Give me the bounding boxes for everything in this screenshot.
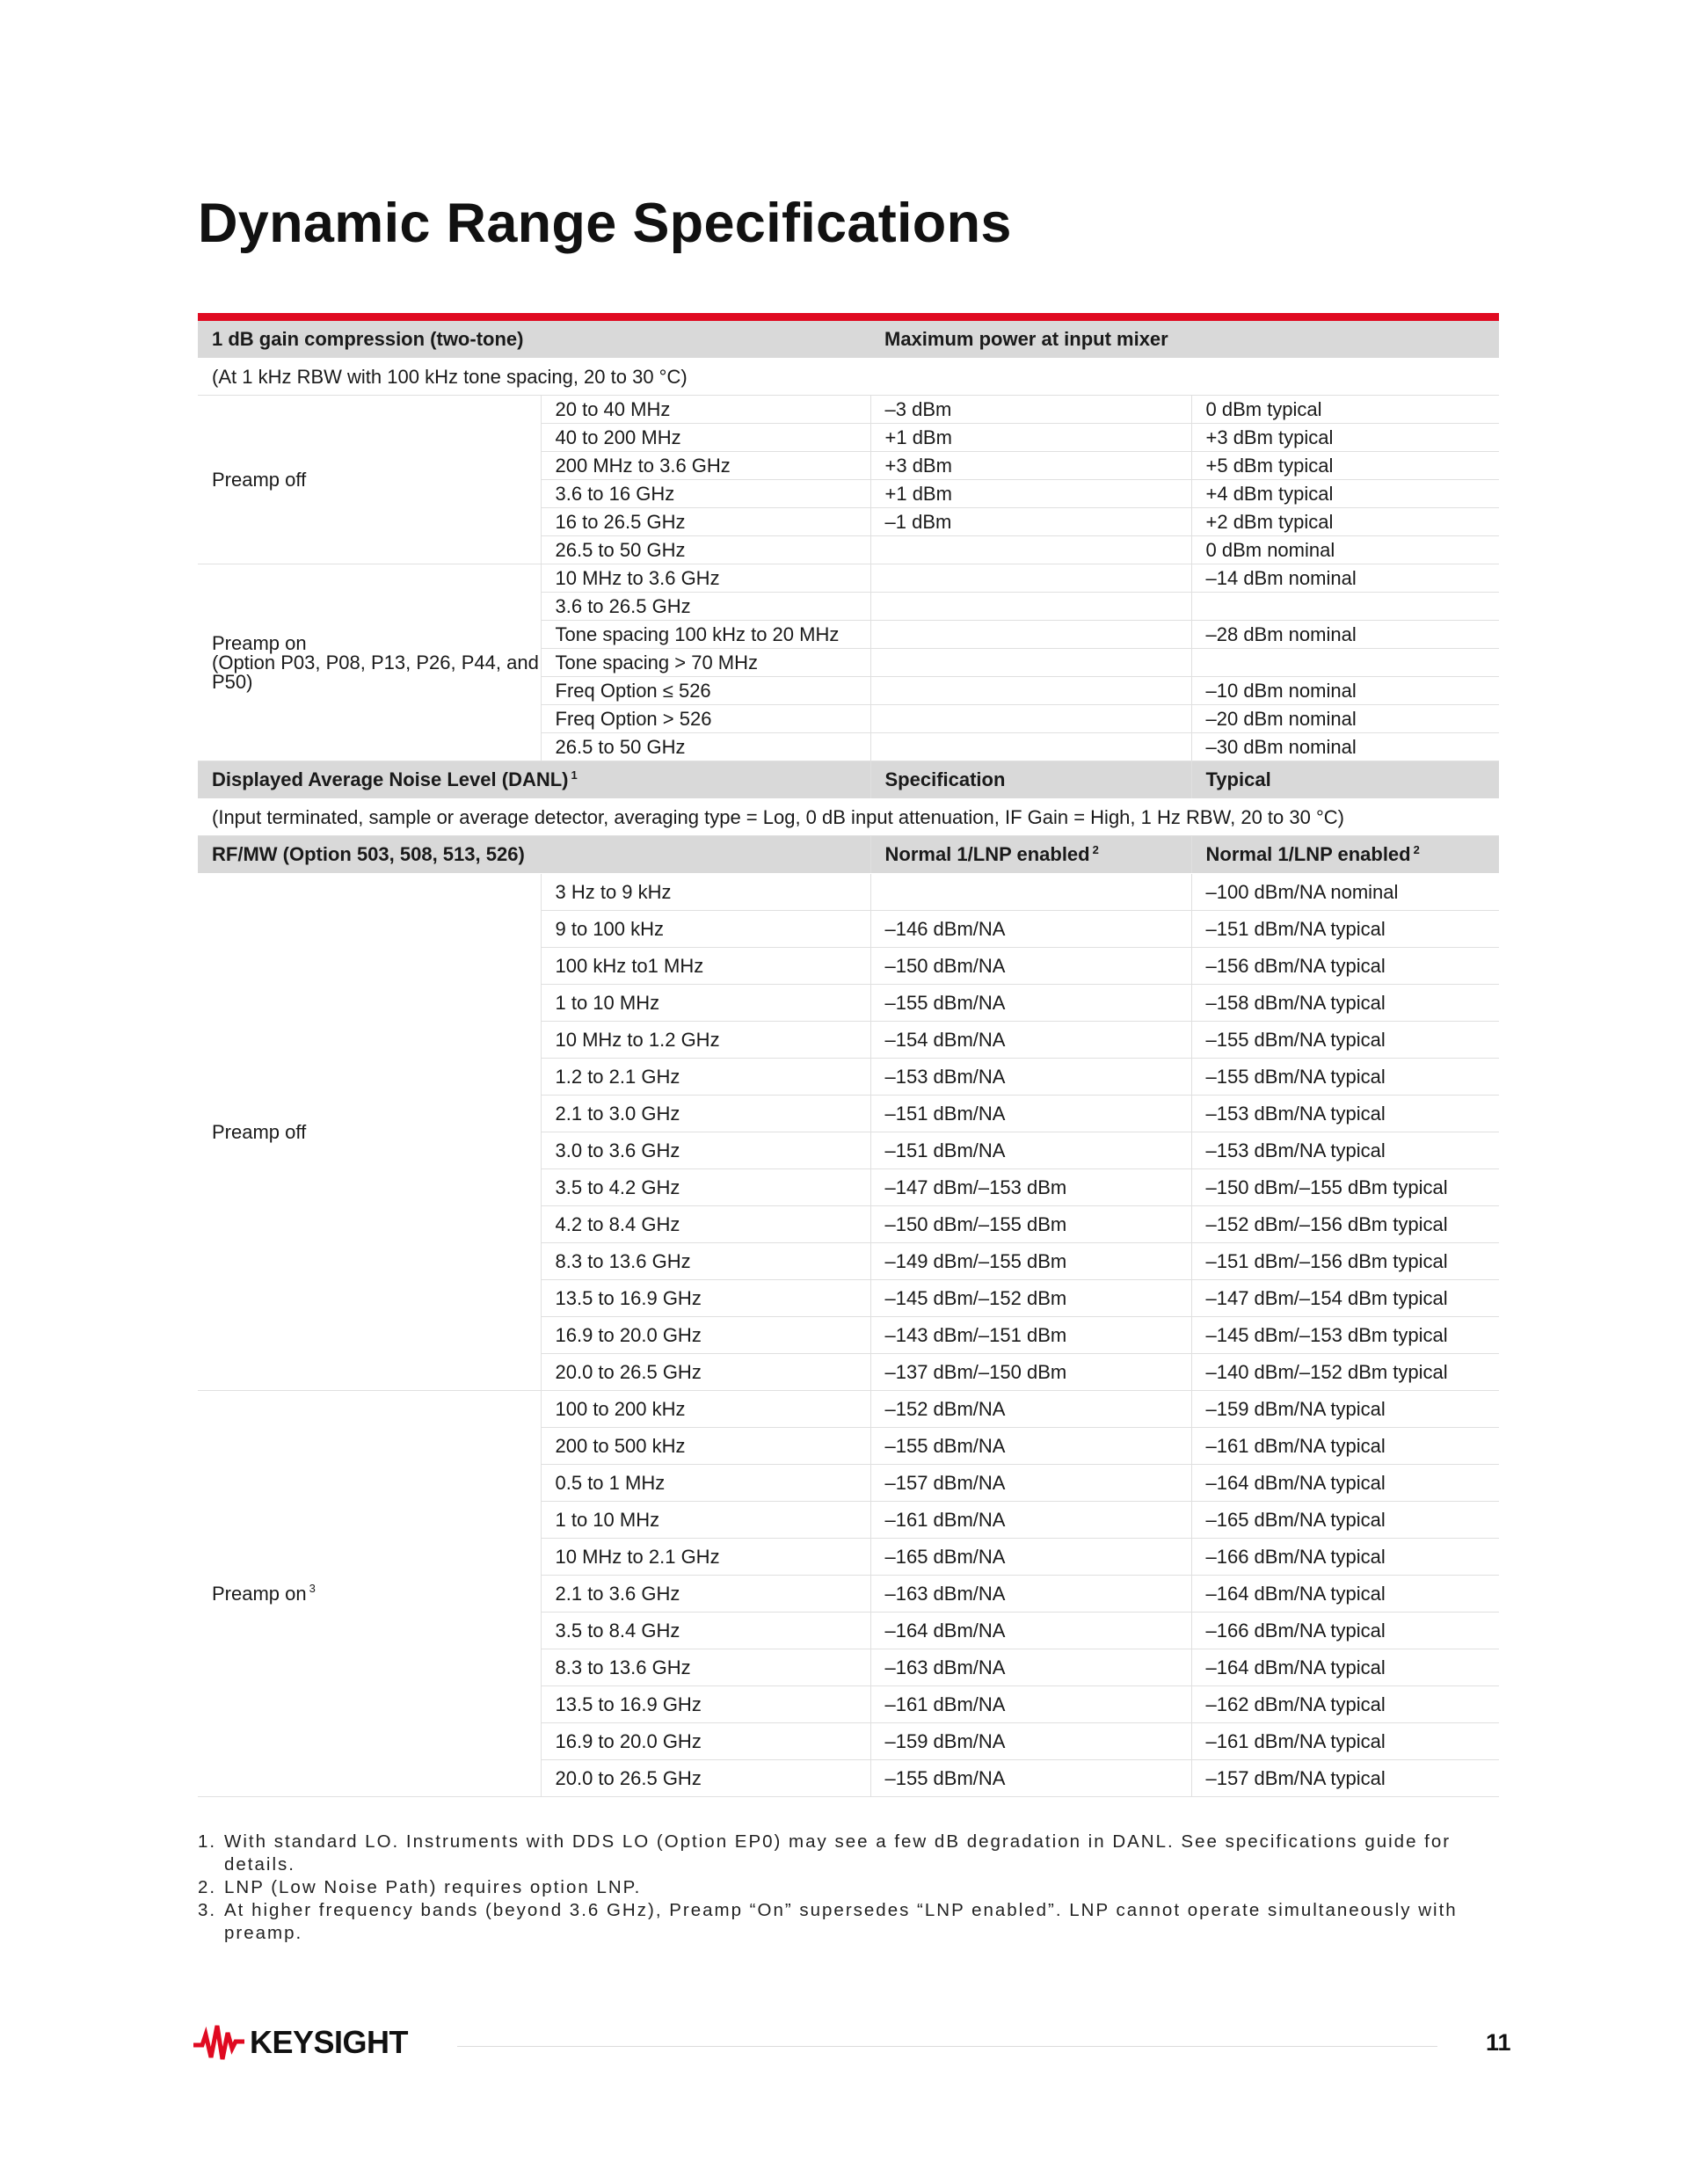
footnote-ref-2b: 2 xyxy=(1413,842,1420,856)
dynamic-range-table xyxy=(198,313,1499,1797)
frequency-range-cell: Tone spacing > 70 MHz xyxy=(541,649,870,677)
frequency-range-cell: 16.9 to 20.0 GHz xyxy=(541,1317,870,1354)
compression-note-row xyxy=(198,359,1499,396)
frequency-range-cell: 9 to 100 kHz xyxy=(541,911,870,948)
spec-cell xyxy=(870,705,1191,733)
danl-subheader-row xyxy=(198,836,1499,874)
typical-cell: –161 dBm/NA typical xyxy=(1191,1723,1499,1760)
footnote-item xyxy=(198,1831,1499,1876)
spec-cell: –164 dBm/NA xyxy=(870,1613,1191,1649)
frequency-range-cell: 3.6 to 16 GHz xyxy=(541,480,870,508)
footnote-item xyxy=(198,1899,1499,1945)
spec-cell: –161 dBm/NA xyxy=(870,1502,1191,1539)
spec-cell xyxy=(870,874,1191,911)
danl-header-typical: Typical xyxy=(1191,761,1499,799)
frequency-range-cell: 3.5 to 4.2 GHz xyxy=(541,1169,870,1206)
group-label-line: P50) xyxy=(212,670,253,693)
typical-cell: +3 dBm typical xyxy=(1191,424,1499,452)
spec-cell: –163 dBm/NA xyxy=(870,1576,1191,1613)
spec-cell: –151 dBm/NA xyxy=(870,1132,1191,1169)
frequency-range-cell: 3.6 to 26.5 GHz xyxy=(541,593,870,621)
frequency-range-cell: Tone spacing 100 kHz to 20 MHz xyxy=(541,621,870,649)
frequency-range-cell: 200 MHz to 3.6 GHz xyxy=(541,452,870,480)
footer-rule xyxy=(457,2046,1437,2047)
frequency-range-cell: 100 to 200 kHz xyxy=(541,1391,870,1428)
frequency-range-cell: 2.1 to 3.0 GHz xyxy=(541,1096,870,1132)
spec-cell: +1 dBm xyxy=(870,480,1191,508)
page-title: Dynamic Range Specifications xyxy=(198,193,1012,254)
footnote-text: With standard LO. Instruments with DDS LO (Option EP0) may see a few dB degradation in DANL. See specifications guide for details. xyxy=(224,1831,1452,1875)
compression-header-max-power: Maximum power at input mixer xyxy=(870,317,1499,359)
group-label-line: Preamp on xyxy=(212,631,307,654)
group-label xyxy=(198,396,541,564)
group-label xyxy=(198,564,541,761)
danl-subheader-typical xyxy=(1191,836,1499,874)
group-label-text: Preamp on xyxy=(212,1582,307,1605)
frequency-range-cell: Freq Option ≤ 526 xyxy=(541,677,870,705)
typical-cell: –158 dBm/NA typical xyxy=(1191,985,1499,1022)
typical-cell: –166 dBm/NA typical xyxy=(1191,1613,1499,1649)
footnotes xyxy=(198,1831,1499,1945)
typical-cell xyxy=(1191,649,1499,677)
danl-subheader-title: RF/MW (Option 503, 508, 513, 526) xyxy=(198,836,870,874)
frequency-range-cell: 10 MHz to 3.6 GHz xyxy=(541,564,870,593)
typical-cell: –151 dBm/–156 dBm typical xyxy=(1191,1243,1499,1280)
frequency-range-cell: 20.0 to 26.5 GHz xyxy=(541,1760,870,1797)
footnote-number: 2. xyxy=(198,1877,217,1897)
spec-cell: –153 dBm/NA xyxy=(870,1059,1191,1096)
typical-cell: –155 dBm/NA typical xyxy=(1191,1059,1499,1096)
frequency-range-cell: 20.0 to 26.5 GHz xyxy=(541,1354,870,1391)
spec-cell: –152 dBm/NA xyxy=(870,1391,1191,1428)
spec-cell xyxy=(870,536,1191,564)
spec-cell: –155 dBm/NA xyxy=(870,985,1191,1022)
spec-cell: –155 dBm/NA xyxy=(870,1760,1191,1797)
typical-cell: –20 dBm nominal xyxy=(1191,705,1499,733)
typical-cell: –153 dBm/NA typical xyxy=(1191,1096,1499,1132)
spec-cell xyxy=(870,564,1191,593)
frequency-range-cell: 1 to 10 MHz xyxy=(541,1502,870,1539)
typical-cell: –100 dBm/NA nominal xyxy=(1191,874,1499,911)
typical-cell: –164 dBm/NA typical xyxy=(1191,1465,1499,1502)
typical-cell: –166 dBm/NA typical xyxy=(1191,1539,1499,1576)
frequency-range-cell: 16 to 26.5 GHz xyxy=(541,508,870,536)
spec-cell: –146 dBm/NA xyxy=(870,911,1191,948)
typical-cell: +5 dBm typical xyxy=(1191,452,1499,480)
group-label-text: Preamp off xyxy=(212,1120,307,1143)
spec-cell: –151 dBm/NA xyxy=(870,1096,1191,1132)
spec-cell xyxy=(870,677,1191,705)
group-label xyxy=(198,1391,541,1797)
spec-cell: –154 dBm/NA xyxy=(870,1022,1191,1059)
spec-cell: +1 dBm xyxy=(870,424,1191,452)
group-label xyxy=(198,874,541,1391)
typical-cell: +4 dBm typical xyxy=(1191,480,1499,508)
typical-cell: –162 dBm/NA typical xyxy=(1191,1686,1499,1723)
typical-cell: –10 dBm nominal xyxy=(1191,677,1499,705)
typical-cell: –164 dBm/NA typical xyxy=(1191,1649,1499,1686)
frequency-range-cell: 100 kHz to1 MHz xyxy=(541,948,870,985)
typical-cell: –159 dBm/NA typical xyxy=(1191,1391,1499,1428)
frequency-range-cell: 8.3 to 13.6 GHz xyxy=(541,1649,870,1686)
footnote-text: LNP (Low Noise Path) requires option LNP. xyxy=(224,1877,642,1897)
spec-cell: –150 dBm/NA xyxy=(870,948,1191,985)
compression-header-title: 1 dB gain compression (two-tone) xyxy=(198,317,870,359)
frequency-range-cell: 20 to 40 MHz xyxy=(541,396,870,424)
spec-cell: –165 dBm/NA xyxy=(870,1539,1191,1576)
spec-cell: +3 dBm xyxy=(870,452,1191,480)
spec-cell: –161 dBm/NA xyxy=(870,1686,1191,1723)
footnote-number: 1. xyxy=(198,1831,217,1852)
typical-cell: –155 dBm/NA typical xyxy=(1191,1022,1499,1059)
typical-cell: –30 dBm nominal xyxy=(1191,733,1499,761)
spec-cell xyxy=(870,649,1191,677)
danl-header-row xyxy=(198,761,1499,799)
spec-cell: –3 dBm xyxy=(870,396,1191,424)
typical-cell: 0 dBm nominal xyxy=(1191,536,1499,564)
danl-subheader-typical-text: Normal 1/LNP enabled xyxy=(1205,843,1411,865)
danl-header-spec: Specification xyxy=(870,761,1191,799)
typical-cell: –14 dBm nominal xyxy=(1191,564,1499,593)
spec-cell xyxy=(870,621,1191,649)
frequency-range-cell: 8.3 to 13.6 GHz xyxy=(541,1243,870,1280)
frequency-range-cell: 13.5 to 16.9 GHz xyxy=(541,1280,870,1317)
spec-cell: –150 dBm/–155 dBm xyxy=(870,1206,1191,1243)
page-number: 11 xyxy=(1486,2029,1511,2056)
typical-cell: –28 dBm nominal xyxy=(1191,621,1499,649)
group-label-line: (Option P03, P08, P13, P26, P44, and xyxy=(212,651,539,673)
typical-cell: –157 dBm/NA typical xyxy=(1191,1760,1499,1797)
frequency-range-cell: 10 MHz to 2.1 GHz xyxy=(541,1539,870,1576)
table-row xyxy=(198,1391,1499,1428)
danl-subheader-spec xyxy=(870,836,1191,874)
typical-cell xyxy=(1191,593,1499,621)
typical-cell: –153 dBm/NA typical xyxy=(1191,1132,1499,1169)
spec-cell xyxy=(870,733,1191,761)
footnote-ref-1: 1 xyxy=(571,768,578,782)
compression-note: (At 1 kHz RBW with 100 kHz tone spacing, 20 to 30 °C) xyxy=(198,359,1499,396)
typical-cell: 0 dBm typical xyxy=(1191,396,1499,424)
spec-cell: –145 dBm/–152 dBm xyxy=(870,1280,1191,1317)
frequency-range-cell: 26.5 to 50 GHz xyxy=(541,536,870,564)
table-row xyxy=(198,564,1499,593)
spec-cell: –137 dBm/–150 dBm xyxy=(870,1354,1191,1391)
frequency-range-cell: 16.9 to 20.0 GHz xyxy=(541,1723,870,1760)
spec-cell: –157 dBm/NA xyxy=(870,1465,1191,1502)
typical-cell: –150 dBm/–155 dBm typical xyxy=(1191,1169,1499,1206)
typical-cell: –164 dBm/NA typical xyxy=(1191,1576,1499,1613)
frequency-range-cell: 1.2 to 2.1 GHz xyxy=(541,1059,870,1096)
danl-header-title xyxy=(198,761,870,799)
spec-cell: –147 dBm/–153 dBm xyxy=(870,1169,1191,1206)
frequency-range-cell: 0.5 to 1 MHz xyxy=(541,1465,870,1502)
spec-cell: –159 dBm/NA xyxy=(870,1723,1191,1760)
footnote-number: 3. xyxy=(198,1900,217,1920)
frequency-range-cell: 40 to 200 MHz xyxy=(541,424,870,452)
footnote-ref: 3 xyxy=(309,1582,316,1596)
danl-note-row xyxy=(198,799,1499,836)
footnote-ref-2: 2 xyxy=(1092,842,1099,856)
frequency-range-cell: 3 Hz to 9 kHz xyxy=(541,874,870,911)
footnote-text: At higher frequency bands (beyond 3.6 GHz), Preamp “On” supersedes “LNP enabled”. LNP cannot operate simultaneously with preamp. xyxy=(224,1900,1458,1943)
compression-header-row xyxy=(198,317,1499,359)
danl-note: (Input terminated, sample or average detector, averaging type = Log, 0 dB input attenuation, IF Gain = High, 1 Hz RBW, 20 to 30 °C) xyxy=(198,799,1499,836)
keysight-logo xyxy=(193,2022,408,2063)
spec-cell: –155 dBm/NA xyxy=(870,1428,1191,1465)
typical-cell: –152 dBm/–156 dBm typical xyxy=(1191,1206,1499,1243)
danl-subheader-spec-text: Normal 1/LNP enabled xyxy=(884,843,1090,865)
typical-cell: –145 dBm/–153 dBm typical xyxy=(1191,1317,1499,1354)
typical-cell: +2 dBm typical xyxy=(1191,508,1499,536)
spec-cell: –1 dBm xyxy=(870,508,1191,536)
frequency-range-cell: 200 to 500 kHz xyxy=(541,1428,870,1465)
typical-cell: –140 dBm/–152 dBm typical xyxy=(1191,1354,1499,1391)
frequency-range-cell: 1 to 10 MHz xyxy=(541,985,870,1022)
group-label-text: Preamp off xyxy=(212,468,307,491)
spec-cell: –143 dBm/–151 dBm xyxy=(870,1317,1191,1354)
typical-cell: –161 dBm/NA typical xyxy=(1191,1428,1499,1465)
typical-cell: –156 dBm/NA typical xyxy=(1191,948,1499,985)
frequency-range-cell: 2.1 to 3.6 GHz xyxy=(541,1576,870,1613)
footnote-item xyxy=(198,1876,1499,1899)
spec-cell xyxy=(870,593,1191,621)
keysight-waveform-icon xyxy=(193,2022,244,2063)
spec-cell: –163 dBm/NA xyxy=(870,1649,1191,1686)
frequency-range-cell: 10 MHz to 1.2 GHz xyxy=(541,1022,870,1059)
frequency-range-cell: 3.0 to 3.6 GHz xyxy=(541,1132,870,1169)
table-row xyxy=(198,874,1499,911)
frequency-range-cell: Freq Option > 526 xyxy=(541,705,870,733)
typical-cell: –165 dBm/NA typical xyxy=(1191,1502,1499,1539)
typical-cell: –151 dBm/NA typical xyxy=(1191,911,1499,948)
frequency-range-cell: 4.2 to 8.4 GHz xyxy=(541,1206,870,1243)
frequency-range-cell: 13.5 to 16.9 GHz xyxy=(541,1686,870,1723)
spec-cell: –149 dBm/–155 dBm xyxy=(870,1243,1191,1280)
danl-header-title-text: Displayed Average Noise Level (DANL) xyxy=(212,768,569,790)
frequency-range-cell: 3.5 to 8.4 GHz xyxy=(541,1613,870,1649)
frequency-range-cell: 26.5 to 50 GHz xyxy=(541,733,870,761)
typical-cell: –147 dBm/–154 dBm typical xyxy=(1191,1280,1499,1317)
table-row xyxy=(198,396,1499,424)
brand-name: KEYSIGHT xyxy=(250,2024,409,2060)
